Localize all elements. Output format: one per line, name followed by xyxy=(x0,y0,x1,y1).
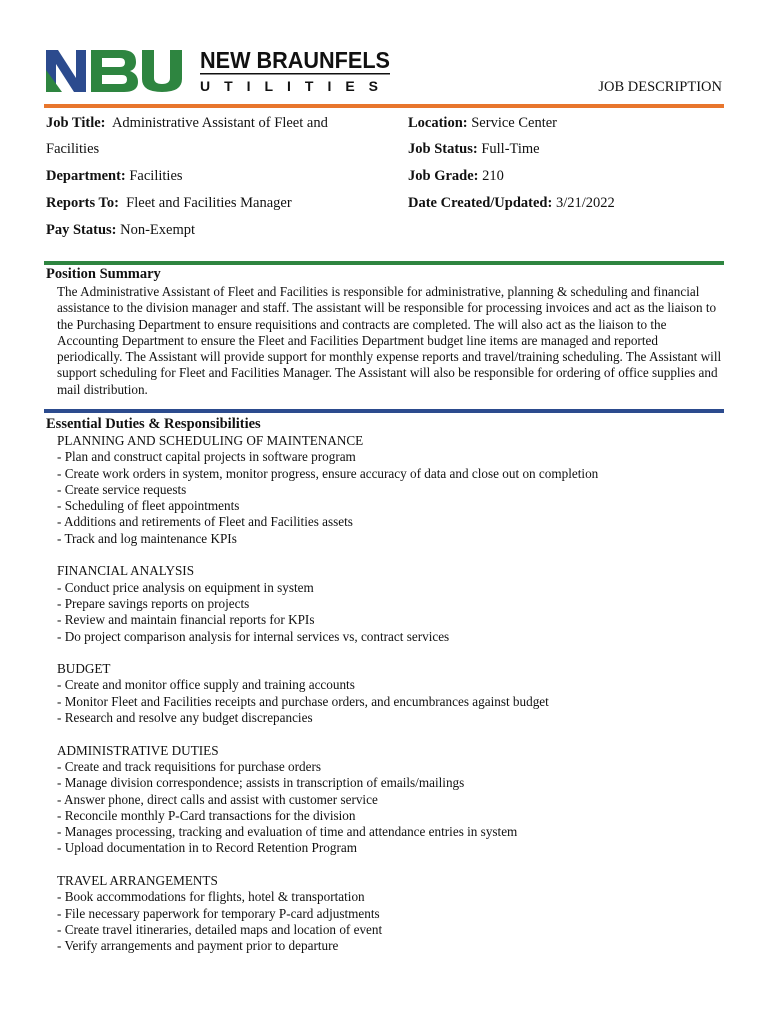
duty-group-heading: ADMINISTRATIVE DUTIES xyxy=(57,742,219,758)
duty-item: - Conduct price analysis on equipment in system xyxy=(57,579,314,595)
reports-to-label: Reports To: xyxy=(46,195,119,211)
duty-item: - Prepare savings reports on projects xyxy=(57,595,250,611)
duty-item: - Manage division correspondence; assists in transcription of emails/mailings xyxy=(57,775,465,791)
job-grade-label: Job Grade: xyxy=(408,168,479,184)
duty-item: - Additions and retirements of Fleet and Facilities assets xyxy=(57,514,353,530)
department-label: Department: xyxy=(46,168,126,184)
duty-group-heading: TRAVEL ARRANGEMENTS xyxy=(57,873,218,889)
duty-item: - Scheduling of fleet appointments xyxy=(57,498,240,514)
document-type: JOB DESCRIPTION xyxy=(598,79,722,95)
duty-item: - Create and monitor office supply and training accounts xyxy=(57,677,355,693)
duty-group xyxy=(57,563,722,644)
duty-item: - Research and resolve any budget discrepancies xyxy=(57,710,313,726)
duty-item: - Do project comparison analysis for internal services vs, contract services xyxy=(57,628,450,644)
logo-line1: NEW BRAUNFELS xyxy=(200,47,390,73)
duty-item: - Verify arrangements and payment prior to departure xyxy=(57,938,339,954)
duty-group-heading: FINANCIAL ANALYSIS xyxy=(57,563,195,579)
duty-item: - Manages processing, tracking and evaluation of time and attendance entries in system xyxy=(57,824,518,840)
location-label: Location: xyxy=(408,115,468,131)
duty-group xyxy=(57,873,722,954)
summary-divider xyxy=(44,261,724,265)
pay-status-field xyxy=(46,222,195,239)
logo-line2: UTILITIES xyxy=(200,78,390,94)
duty-item: - Answer phone, direct calls and assist with customer service xyxy=(57,791,378,807)
date-updated-label: Date Created/Updated: xyxy=(408,195,553,211)
duties-list xyxy=(57,433,722,971)
duty-item: - Track and log maintenance KPIs xyxy=(57,530,237,546)
nbu-logo-mark xyxy=(46,50,182,92)
duty-item: - Upload documentation in to Record Retention Program xyxy=(57,840,357,856)
job-title-value-line1: Administrative Assistant of Fleet and xyxy=(111,115,328,131)
duty-group xyxy=(57,433,722,547)
duty-item: - Reconcile monthly P-Card transactions for the division xyxy=(57,807,356,823)
location-value: Service Center xyxy=(471,115,557,131)
job-status-field xyxy=(408,141,540,158)
duty-item: - Book accommodations for flights, hotel & transportation xyxy=(57,889,365,905)
reports-to-value: Fleet and Facilities Manager xyxy=(126,195,292,211)
duty-item: - Review and maintain financial reports for KPIs xyxy=(57,612,315,628)
job-title-field xyxy=(46,115,328,132)
position-summary-heading: Position Summary xyxy=(46,266,161,282)
duty-group xyxy=(57,661,722,726)
duty-item: - Create and track requisitions for purchase orders xyxy=(57,758,322,774)
job-status-value: Full-Time xyxy=(481,141,540,157)
department-value: Facilities xyxy=(129,168,183,184)
header-divider xyxy=(44,104,724,108)
date-updated-field xyxy=(408,195,615,212)
pay-status-label: Pay Status: xyxy=(46,222,117,238)
job-grade-value: 210 xyxy=(482,168,504,184)
duty-item: - Monitor Fleet and Facilities receipts and purchase orders, and encumbrances against budget xyxy=(57,693,549,709)
duty-item: - File necessary paperwork for temporary P-card adjustments xyxy=(57,905,380,921)
duty-group-heading: PLANNING AND SCHEDULING OF MAINTENANCE xyxy=(57,433,364,448)
duty-group xyxy=(57,743,722,857)
duty-item: - Plan and construct capital projects in software program xyxy=(57,449,356,465)
job-title-value-line2: Facilities xyxy=(46,141,100,157)
job-status-label: Job Status: xyxy=(408,141,478,157)
duty-group-heading: BUDGET xyxy=(57,661,111,677)
location-field xyxy=(408,115,557,132)
duties-heading: Essential Duties & Responsibilities xyxy=(46,416,261,432)
position-summary-text: The Administrative Assistant of Fleet and Facilities is responsible for administrative, planning & scheduling and financial assistance to the division manager and staff. The assistant will be responsible for processing invoices and act as the liaison to the Purchasing Department to ensure requisitions and contracts are completed. The will also act as the liaison to the Accounting Department to ensure the Fleet and Facilities Department budget line items are managed and reported periodically. The Assistant will provide support for monthly expense reports and travel/training scheduling. The Assistant will support scheduling for Fleet and Facilities Manager. The Assistant will also be responsible for ordering of office supplies and mail distribution. xyxy=(57,284,722,397)
duty-item: - Create service requests xyxy=(57,481,187,497)
date-updated-value: 3/21/2022 xyxy=(555,195,615,211)
department-field xyxy=(46,168,183,185)
duty-item: - Create work orders in system, monitor progress, ensure accuracy of data and close out on completion xyxy=(57,465,599,481)
job-title-label: Job Title: xyxy=(46,115,106,131)
pay-status-value: Non-Exempt xyxy=(120,222,196,238)
duty-item: - Create travel itineraries, detailed maps and location of event xyxy=(57,921,383,937)
duties-divider xyxy=(44,409,724,413)
reports-to-field xyxy=(46,195,292,212)
nbu-logo xyxy=(44,44,394,94)
job-grade-field xyxy=(408,168,504,185)
